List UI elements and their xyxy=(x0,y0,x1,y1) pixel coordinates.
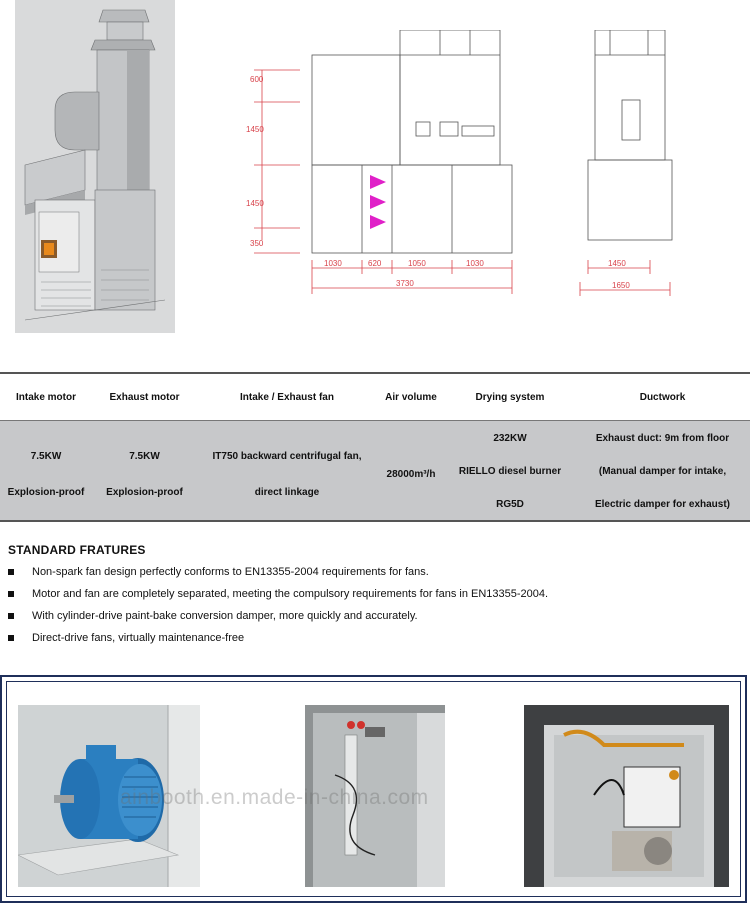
feature-text: Non-spark fan design perfectly conforms to EN13355-2004 requirements for fans. xyxy=(32,566,429,578)
dim-width-1: 1030 xyxy=(324,259,342,268)
header-air-volume: Air volume xyxy=(385,391,437,403)
side-dim-width-1: 1450 xyxy=(608,259,626,268)
spec-table xyxy=(0,372,750,522)
bullet-icon xyxy=(8,569,14,575)
bullet-icon xyxy=(8,591,14,597)
watermark: ainbooth.en.made-in-china.com xyxy=(120,786,429,809)
ductwork-intake-damper: (Manual damper for intake, xyxy=(598,466,727,477)
intake-motor-power: 7.5KW xyxy=(30,451,62,462)
exhaust-motor-type: Explosion-proof xyxy=(106,487,183,498)
header-exhaust-motor: Exhaust motor xyxy=(109,391,180,403)
drying-burner: RIELLO diesel burner xyxy=(458,466,562,477)
air-volume-value: 28000m³/h xyxy=(386,469,436,480)
features-title: STANDARD FRATURES xyxy=(8,543,146,557)
burner-photo xyxy=(524,705,729,887)
spec-table-header xyxy=(0,374,750,421)
feature-text: Motor and fan are completely separated, meeting the compulsory requirements for fans in EN13355-2004. xyxy=(32,588,549,600)
feature-text: With cylinder-drive paint-bake conversion damper, more quickly and accurately. xyxy=(32,610,418,622)
side-elevation-drawing xyxy=(570,30,680,310)
fan-model: IT750 backward centrifugal fan, xyxy=(212,451,362,462)
feature-item xyxy=(8,588,548,600)
header-drying-system: Drying system xyxy=(475,391,545,403)
dim-height-3: 1450 xyxy=(246,199,264,208)
feature-text: Direct-drive fans, virtually maintenance-free xyxy=(32,632,245,644)
dim-width-4: 1030 xyxy=(466,259,484,268)
bullet-icon xyxy=(8,635,14,641)
dim-total-width: 3730 xyxy=(396,279,414,288)
header-fan: Intake / Exhaust fan xyxy=(240,391,334,403)
intake-motor-type: Explosion-proof xyxy=(7,487,85,498)
feature-item xyxy=(8,566,429,578)
dim-height-4: 350 xyxy=(250,239,264,248)
header-intake-motor: Intake motor xyxy=(15,391,76,403)
feature-item xyxy=(8,610,418,622)
side-dim-width-2: 1650 xyxy=(612,281,630,290)
drying-power: 232KW xyxy=(493,433,527,444)
bullet-icon xyxy=(8,613,14,619)
dim-width-2: 620 xyxy=(368,259,382,268)
ductwork-exhaust-damper: Electric damper for exhaust) xyxy=(594,499,731,510)
dim-height-1: 600 xyxy=(250,75,264,84)
fan-linkage: direct linkage xyxy=(254,487,320,498)
booth-3d-render xyxy=(15,0,175,333)
dim-width-3: 1050 xyxy=(408,259,426,268)
drying-model: RG5D xyxy=(496,499,524,510)
dim-height-2: 1450 xyxy=(246,125,264,134)
front-elevation-drawing xyxy=(240,30,540,330)
spec-table-row xyxy=(0,421,750,520)
header-ductwork: Ductwork xyxy=(639,391,686,403)
exhaust-motor-power: 7.5KW xyxy=(129,451,160,462)
feature-item xyxy=(8,632,244,644)
ductwork-exhaust: Exhaust duct: 9m from floor xyxy=(595,433,730,444)
